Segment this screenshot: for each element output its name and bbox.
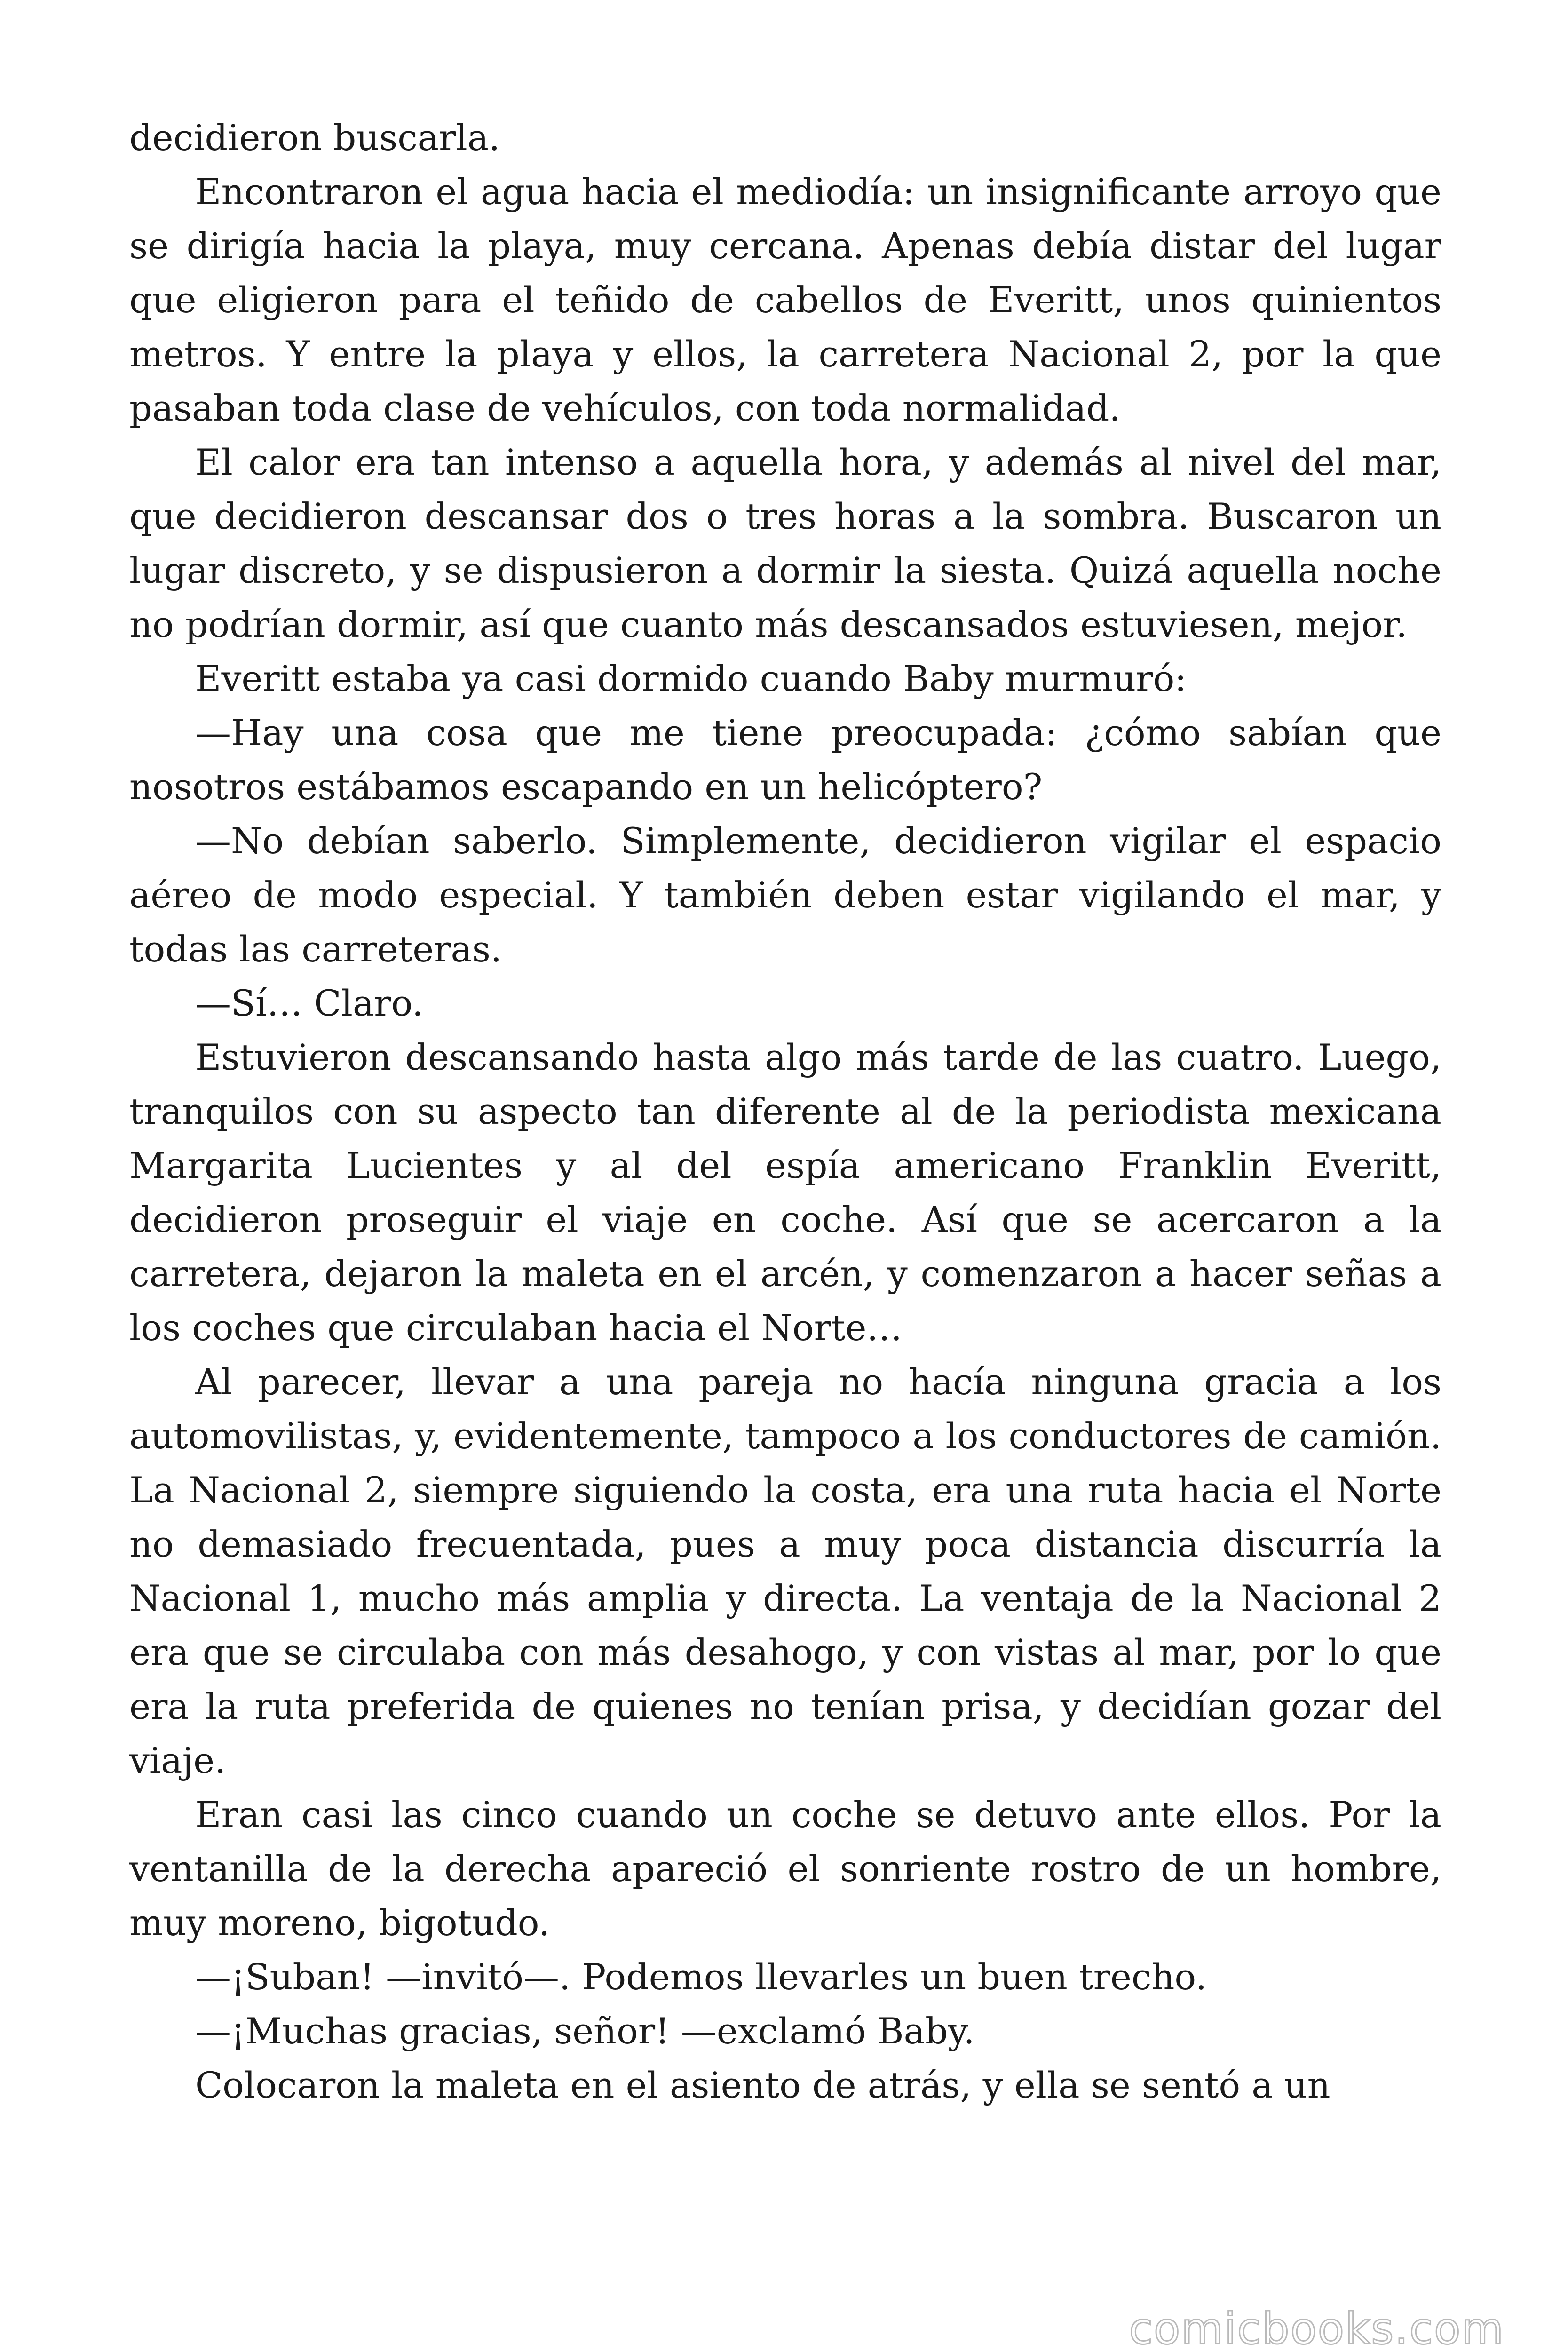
paragraph: —¡Muchas gracias, señor! —exclamó Baby. bbox=[195, 2010, 975, 2052]
paragraph: Eran casi las cinco cuando un coche se detuvo ante ellos. Por la ventanilla de la derecha apareció el sonriente rostro de un hombre, muy moreno, bigotudo. bbox=[129, 1794, 1441, 1944]
watermark: comicbooks.com bbox=[1129, 2304, 1505, 2352]
paragraph: Everitt estaba ya casi dormido cuando Baby murmuró: bbox=[195, 658, 1187, 699]
paragraph: Estuvieron descansando hasta algo más tarde de las cuatro. Luego, tranquilos con su aspecto tan diferente al de la periodista mexicana Margarita Lucientes y al del espía americano Franklin Everitt, decidieron proseguir el viaje en coche. Así que se acercaron a la carretera, dejaron la maleta en el arcén, y comenzaron a hacer señas a los coches que circulaban hacia el Norte… bbox=[129, 1036, 1441, 1349]
paragraph: decidieron buscarla. bbox=[129, 117, 500, 159]
paragraph: El calor era tan intenso a aquella hora, y además al nivel del mar, que decidieron descansar dos o tres horas a la sombra. Buscaron un lugar discreto, y se dispusieron a dormir la siesta. Quizá aquella noche no podrían dormir, así que cuanto más descansados estuviesen, mejor. bbox=[129, 441, 1441, 645]
paragraph: Colocaron la maleta en el asiento de atrás, y ella se sentó a un bbox=[195, 2064, 1330, 2106]
paragraph: Encontraron el agua hacia el mediodía: un insignificante arroyo que se dirigía hacia la playa, muy cercana. Apenas debía distar del lugar que eligieron para el teñido de cabellos de Everitt, unos quinientos metros. Y entre la playa y ellos, la carretera Nacional 2, por la que pasaban toda clase de vehículos, con toda normalidad. bbox=[129, 171, 1441, 429]
body-text bbox=[129, 111, 1441, 2112]
paragraph: Al parecer, llevar a una pareja no hacía ninguna gracia a los automovilistas, y, evidentemente, tampoco a los conductores de camión. La Nacional 2, siempre siguiendo la costa, era una ruta hacia el Norte no demasiado frecuentada, pues a muy poca distancia discurría la Nacional 1, mucho más amplia y directa. La ventaja de la Nacional 2 era que se circulaba con más desahogo, y con vistas al mar, por lo que era la ruta preferida de quienes no tenían prisa, y decidían gozar del viaje. bbox=[129, 1361, 1441, 1781]
paragraph: —Sí… Claro. bbox=[195, 982, 424, 1024]
paragraph: —No debían saberlo. Simplemente, decidieron vigilar el espacio aéreo de modo especial. Y también deben estar vigilando el mar, y todas las carreteras. bbox=[129, 820, 1441, 970]
paragraph: —Hay una cosa que me tiene preocupada: ¿cómo sabían que nosotros estábamos escapando en un helicóptero? bbox=[129, 712, 1441, 808]
paragraph: —¡Suban! —invitó—. Podemos llevarles un buen trecho. bbox=[195, 1956, 1207, 1998]
